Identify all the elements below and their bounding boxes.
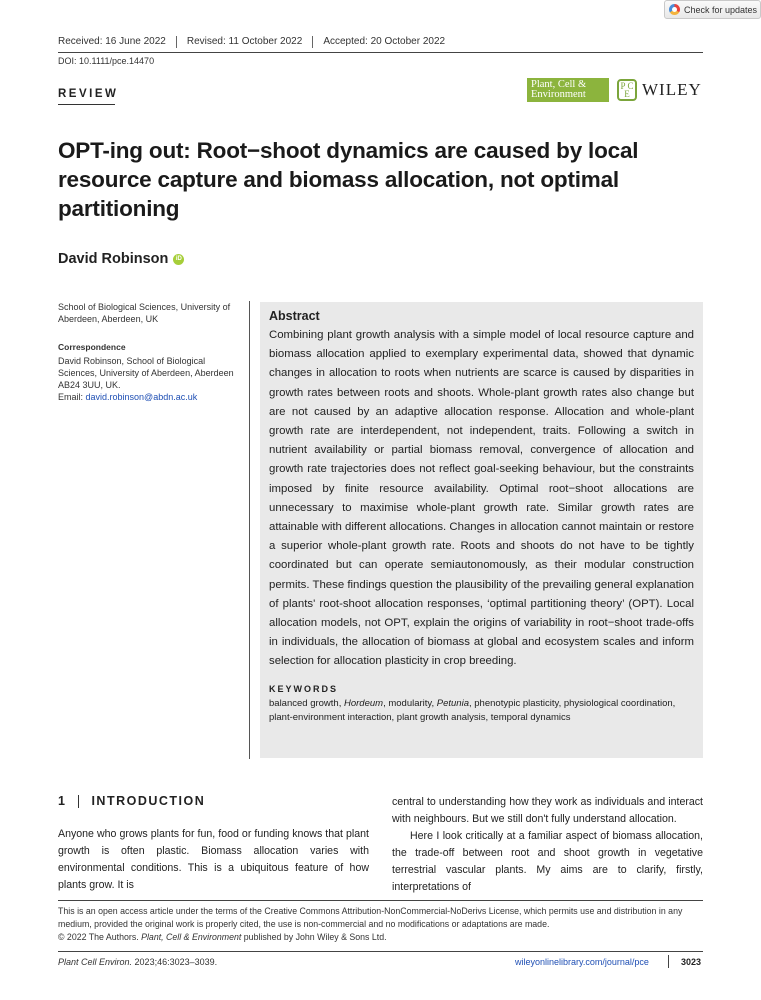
keywords-part: , phenotypic plasticity, physiological coordination, plant-environment interaction, plant growth analysis, temporal dynamics [269,697,676,723]
correspondence-heading: Correspondence [58,342,126,352]
body-paragraph-left: Anyone who grows plants for fun, food or funding knows that plant growth is often plastic. Biomass allocation varies with environmental conditions. This is a ubiquitous feature of how plants grow. It is [58,828,369,891]
body-paragraph: Here I look critically at a familiar aspect of biomass allocation, the trade-off between root and shoot growth in vegetative terrestrial vascular plants. My aims are to clarify, firstly, interpretations of [392,830,703,893]
correspondence-email-line [58,391,238,403]
copyright-prefix: © 2022 The Authors. [58,932,142,942]
article-dates [58,36,455,48]
article-title: OPT-ing out: Root−shoot dynamics are caused by local resource capture and biomass allocation, not optimal partitioning [58,138,639,221]
keyword-hordeum: Hordeum [344,697,384,709]
affiliation: School of Biological Sciences, University of Aberdeen, Aberdeen, UK [58,302,231,324]
keywords-text [269,697,694,725]
copyright-suffix: published by John Wiley & Sons Ltd. [241,932,387,942]
keywords-part: balanced growth, [269,697,344,709]
section-number: 1 [58,794,67,808]
abstract-heading: Abstract [269,309,320,323]
keywords-part: , modularity, [383,697,437,709]
header-divider [58,52,703,53]
journal-logo-line2: Environment [531,89,586,100]
page-number: 3023 [681,957,702,967]
accepted-date: Accepted: 20 October 2022 [312,36,455,48]
publisher-logo[interactable]: WILEY [642,80,702,99]
author-name[interactable]: David Robinson [58,251,169,267]
email-label: Email: [58,392,86,402]
license-text: This is an open access article under the terms of the Creative Commons Attribution-NonCommercial-NoDerivs License, which permits use and distribution in any medium, provided the original work is properly cited, the use is non-commercial and no modifications or adaptations are made. [58,906,683,929]
doi: DOI: 10.1111/pce.14470 [58,56,155,66]
correspondence [58,355,238,403]
footer-divider [58,951,703,952]
journal-mark-line2: E [624,89,630,99]
check-for-updates-button[interactable] [664,0,761,19]
copyright-text [58,931,703,944]
correspondence-address: David Robinson, School of Biological Sciences, University of Aberdeen, Aberdeen AB24 3UU, UK. [58,356,234,390]
abstract-text: Combining plant growth analysis with a simple model of local resource capture and biomass allocation applied to exemplary experimental data, showed that dynamic changes in allocation to roots when nutrients are scarce is caused by disparities in growth rates between roots and shoots. Whole-plant growth rates also change but are not caused by an adaptive allocation response. Allocation and whole-plant growth rate are interdependent, not independent, traits. Following a switch in nutrient availability or partial biomass removal, convergence of allocation and growth rate trajectories does not reflect goal-seeking behaviour, but the constraints imposed by finite resource availability. Optimal root−shoot allocations are unnecessary to maximise whole-plant growth rate. Similar growth rates are attainable with different allocations. Changes in allocation cannot maintain or restore a superior whole-plant growth rate. Roots and shoots do not have to be tightly coordinated but can operate semiautonomously, as their modular construction permits. These findings question the plausibility of the prevailing general explanation of plants' root-shoot allocation responses, ‘optimal partitioning theory’ (OPT). Local allocation models, not OPT, explain the origins of variability in root−shoot trade-offs in individuals, the allocation of biomass at global and ecosystem scales and inform selection for allocation plasticity in crop breeding. [269,329,694,668]
section-title: INTRODUCTION [91,794,206,808]
citation [58,957,217,967]
abstract-panel [260,302,703,758]
section-heading [58,794,205,808]
sidebar-divider [249,301,250,759]
citation-details: 2023;46:3023–3039. [132,957,218,967]
author [58,251,184,267]
page-number-divider [668,955,669,968]
journal-website-link[interactable]: wileyonlinelibrary.com/journal/pce [515,957,649,967]
received-date: Received: 16 June 2022 [58,36,166,47]
journal-mark-line1: P C [620,81,634,91]
body-paragraph: central to understanding how they work as individuals and interact with neighbours. But we still don't fully understand allocation. [392,796,703,825]
revised-date: Revised: 11 October 2022 [176,36,312,48]
journal-abbrev: Plant Cell Environ. [58,957,133,967]
article-type-underline [58,104,115,105]
section-divider [78,795,79,808]
update-icon [669,4,680,15]
keywords-heading: KEYWORDS [269,683,339,694]
journal-logo[interactable] [527,78,609,102]
orcid-icon[interactable]: iD [173,254,184,265]
article-type: REVIEW [58,88,119,100]
keyword-petunia: Petunia [436,697,469,709]
check-for-updates-label: Check for updates [684,4,758,15]
body-column-right [392,794,703,896]
copyright-journal: Plant, Cell & Environment [141,932,242,942]
journal-logo-line1: Plant, Cell & [531,79,587,90]
journal-mark-icon [617,79,637,101]
footnote-divider [58,900,703,901]
email-link[interactable]: david.robinson@abdn.ac.uk [85,392,198,402]
footnote [58,905,703,944]
